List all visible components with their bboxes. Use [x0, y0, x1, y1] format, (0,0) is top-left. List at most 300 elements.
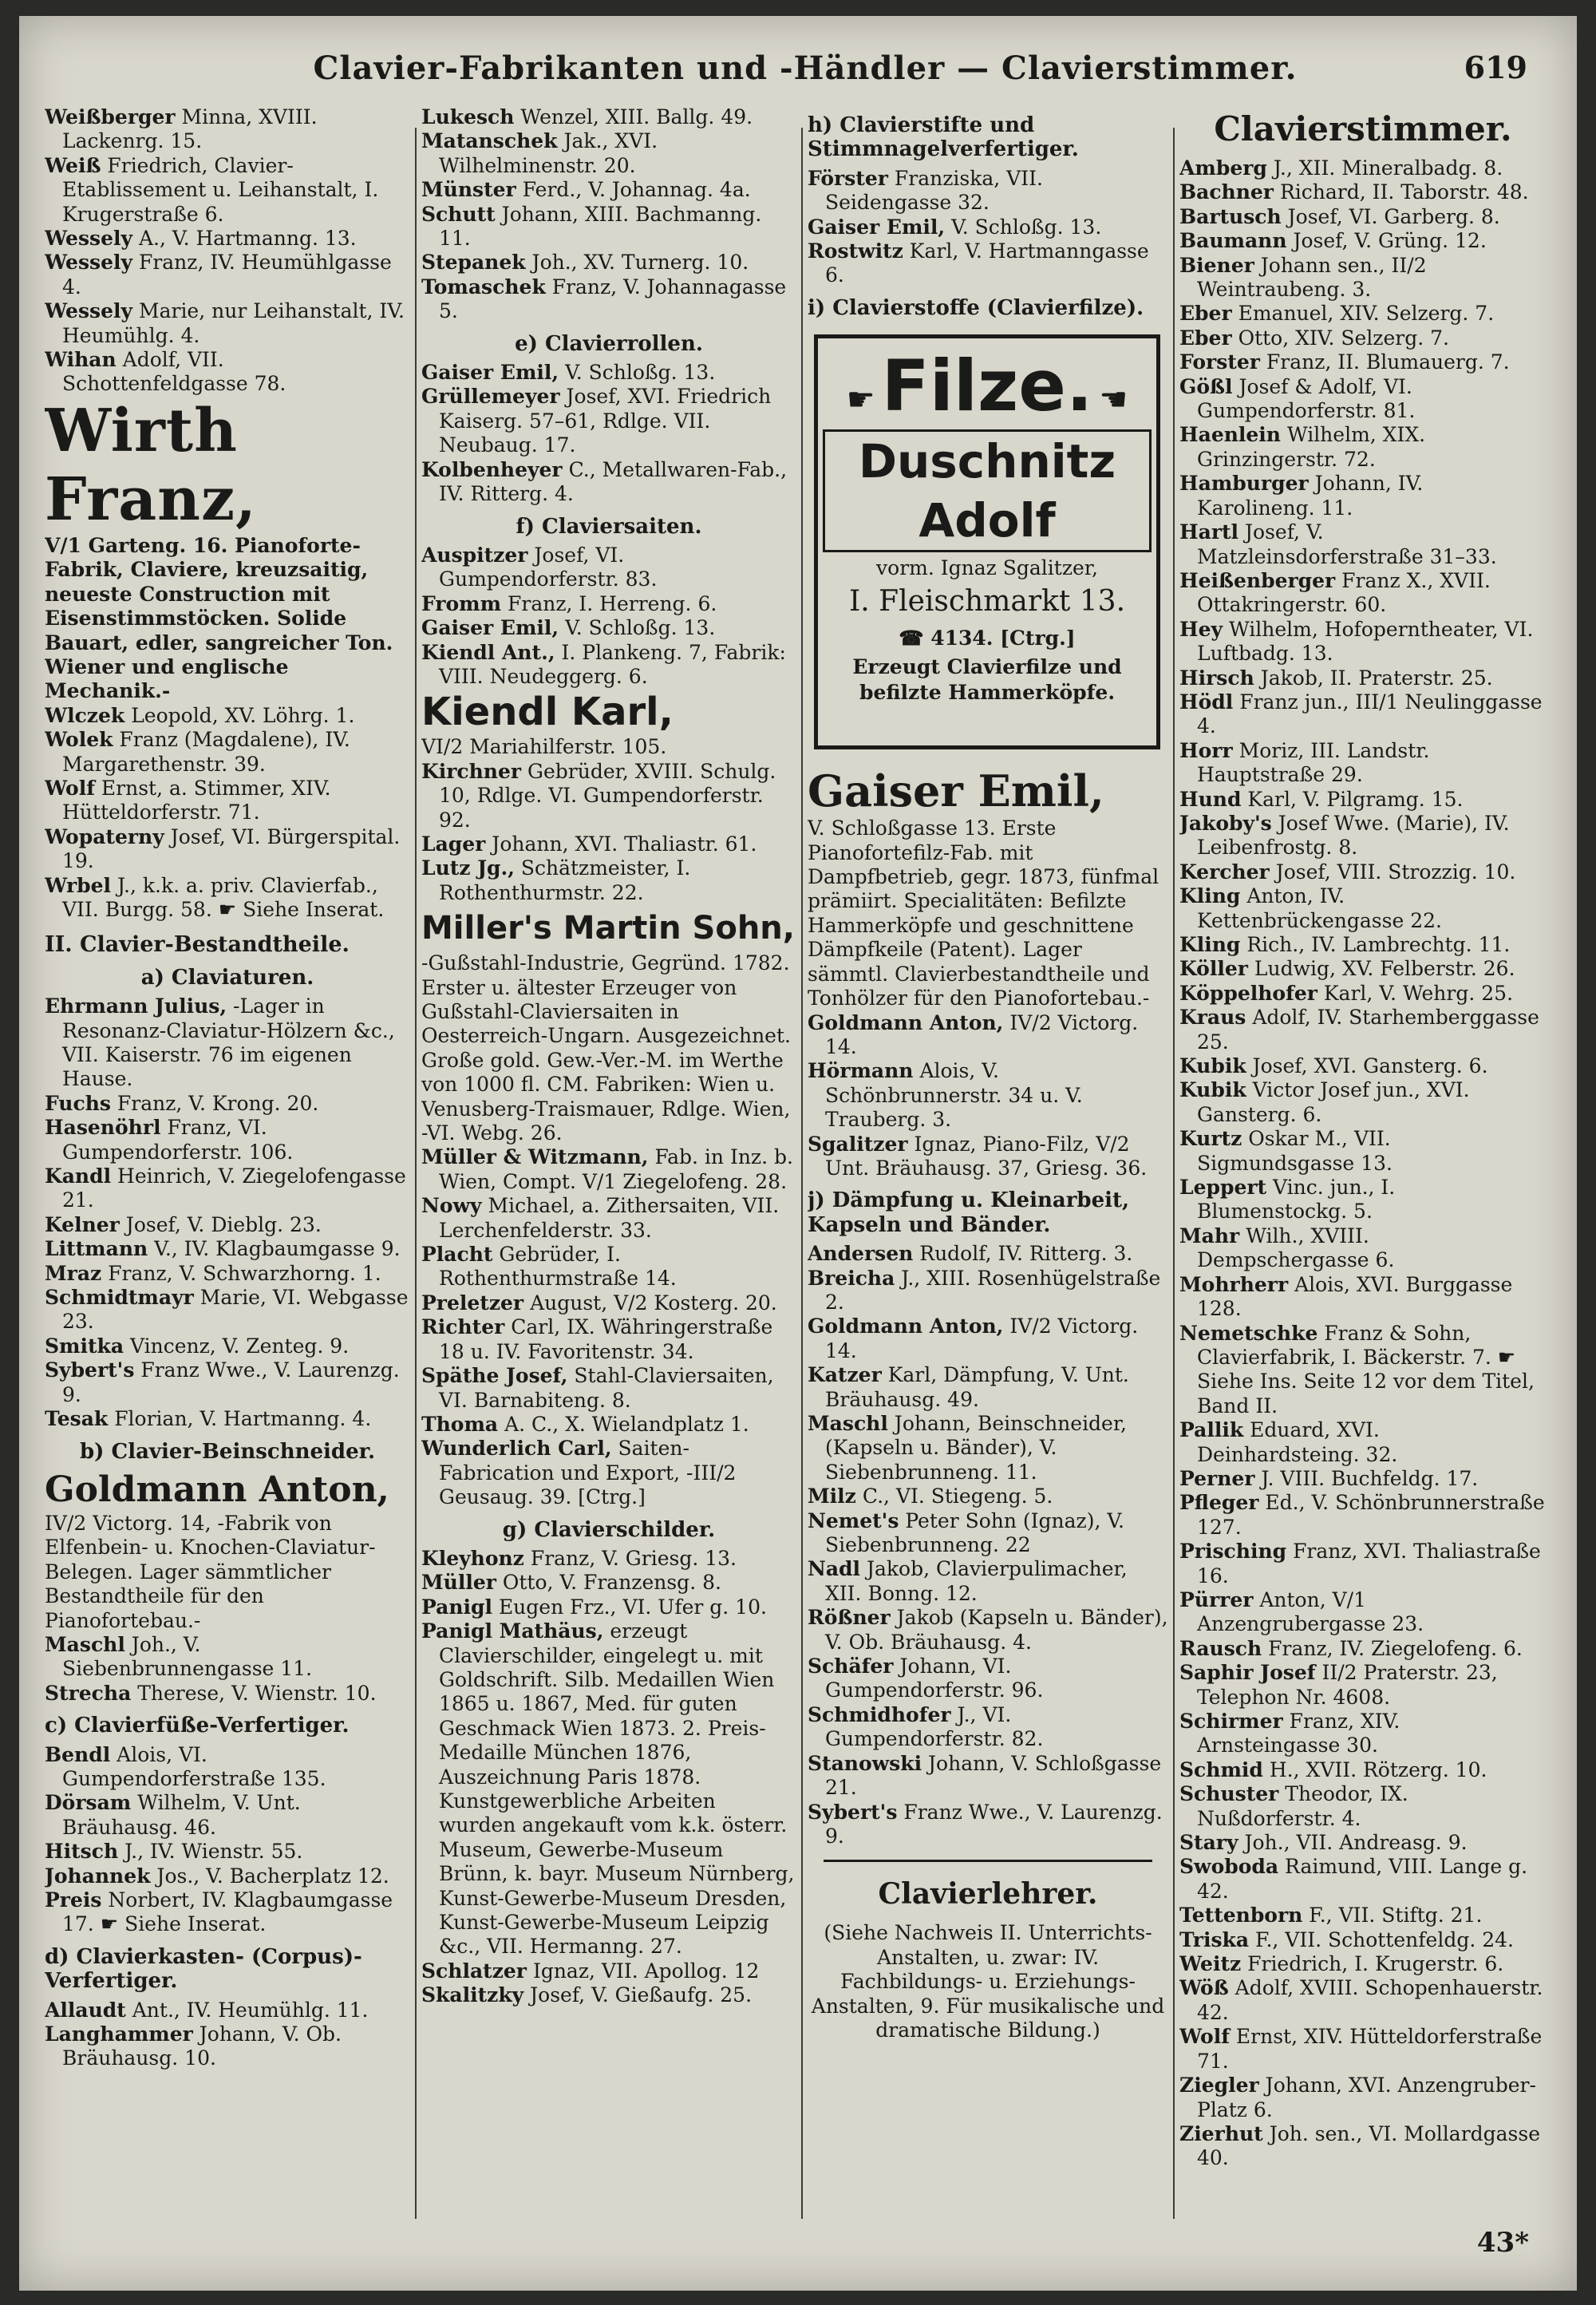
subsection-heading: i) Clavierstoffe (Clavierfilze). [808, 295, 1144, 320]
entry-details: Norbert, IV. Klagbaumgasse 17. ☛ Siehe Inserat. [62, 1888, 393, 1936]
entry-details: Michael, a. Zithersaiten, VII. Lerchenfelderstr. 33. [439, 1194, 780, 1242]
entry-details: Gebrüder, I. Rothenthurmstraße 14. [439, 1243, 677, 1291]
entry-details: Marie, nur Leihanstalt, IV. Heumühlg. 4. [62, 299, 405, 347]
entry-details: Stahl-Claviersaiten, VI. Barnabiteng. 8. [439, 1364, 774, 1412]
directory-entry [1179, 1127, 1547, 1176]
entry-list [808, 1242, 1168, 1848]
entry-details: Adolf, VII. Schottenfeldgasse 78. [62, 348, 286, 396]
entry-name: Wolek [45, 728, 113, 752]
entry-name: Pfleger [1179, 1491, 1259, 1515]
advertiser-text: V/1 Garteng. 16. Pianoforte-Fabrik, Claviere, kreuzsaitig, neueste Construction mit Eisenstimmstöcken. Solide Bauart, edler, sangreicher Ton. Wiener und englische Mechanik.- [45, 533, 393, 703]
directory-entry [421, 592, 796, 616]
entry-name: Sgalitzer [808, 1132, 908, 1156]
column-rule [801, 128, 803, 2219]
directory-entry [421, 203, 796, 251]
entry-details: Gebrüder, XVIII. Schulg. 10, Rdlge. VI. Gumpendorferstr. 92. [439, 759, 776, 832]
entry-name: Sybert's [808, 1800, 898, 1824]
entry-name: Tettenborn [1179, 1904, 1303, 1927]
directory-entry [808, 1752, 1168, 1801]
directory-entry [1179, 1418, 1547, 1467]
entry-name: Münster [421, 178, 516, 202]
entry-details: Wilhelm, XIX. Grinzingerstr. 72. [1197, 423, 1426, 471]
entry-name: Placht [421, 1243, 493, 1267]
entry-name: Hitsch [45, 1840, 119, 1864]
entry-name: Fuchs [45, 1091, 111, 1115]
directory-entry [45, 1682, 410, 1706]
entry-name: Ziegler [1179, 2074, 1259, 2097]
entry-details: Ant., IV. Heumühlg. 11. [132, 1998, 369, 2022]
subsection-heading: g) Clavierschilder. [502, 1517, 716, 1542]
directory-entry [1179, 1928, 1547, 1952]
directory-entry [808, 1315, 1168, 1363]
ad-formerly: vorm. Ignaz Sgalitzer, [876, 556, 1098, 580]
directory-entry [1179, 1758, 1547, 1782]
entry-name: Kandl [45, 1164, 112, 1188]
entry-details: F., VII. Schottenfeldg. 24. [1255, 1927, 1514, 1951]
entry-list [421, 361, 796, 506]
entry-name: Ehrmann Julius, [45, 994, 227, 1018]
directory-entry [421, 1571, 796, 1595]
directory-entry [808, 239, 1168, 288]
entry-name: Biener [1179, 253, 1254, 277]
entry-name: Köller [1179, 957, 1248, 981]
subsection-heading: j) Dämpfung u. Kleinarbeit, Kapseln und Bänder. [808, 1188, 1130, 1237]
entry-name: Späthe Josef, [421, 1364, 568, 1388]
entry-details: V., IV. Klagbaumgasse 9. [154, 1237, 401, 1261]
entry-details: Ernst, a. Stimmer, XIV. Hütteldorferstr. 71. [62, 776, 331, 824]
entry-details: Ed., V. Schönbrunnerstraße 127. [1197, 1491, 1545, 1539]
directory-entry [45, 1286, 410, 1334]
entry-name: Breicha [808, 1266, 895, 1290]
entry-name: Gaiser Emil, [421, 616, 559, 640]
directory-entry [1179, 520, 1547, 569]
directory-entry [45, 1262, 410, 1286]
entry-details: V. Schloßg. 13. [565, 616, 716, 640]
entry-details: Josef, VI. Bürgerspital. 19. [62, 824, 401, 873]
entry-details: Ernst, XIV. Hütteldorferstraße 71. [1197, 2025, 1543, 2073]
directory-entry [1179, 205, 1547, 229]
directory-entry [808, 1267, 1168, 1315]
entry-details: Heinrich, V. Ziegelofengasse 21. [62, 1164, 406, 1212]
entry-name: Triska [1179, 1927, 1250, 1951]
entry-name: Weißberger [45, 105, 176, 128]
directory-entry [45, 1213, 410, 1237]
entry-name: Baumann [1179, 229, 1287, 253]
entry-details: Franz, IV. Heumühlgasse 4. [62, 251, 392, 299]
entry-list [45, 704, 410, 923]
entry-details: Josef, VIII. Strozzig. 10. [1275, 860, 1516, 884]
directory-entry [45, 299, 410, 348]
kiendl-ad [421, 689, 796, 759]
directory-entry [1179, 618, 1547, 666]
advertiser-name: Gaiser Emil, [808, 765, 1104, 817]
directory-entry [1179, 1588, 1547, 1637]
directory-entry [421, 1619, 796, 1959]
entry-name: Sybert's [45, 1358, 135, 1382]
directory-entry [1179, 1540, 1547, 1588]
entry-name: Johannek [45, 1864, 151, 1888]
directory-entry [1179, 1782, 1547, 1831]
entry-name: Perner [1179, 1466, 1255, 1490]
entry-details: Wenzel, XIII. Ballg. 49. [520, 105, 753, 128]
directory-entry [45, 1864, 410, 1888]
directory-entry [45, 1407, 410, 1431]
cross-reference-note: (Siehe Nachweis II. Unterrichts-Anstalten, u. zwar: IV. Fachbildungs- u. Erziehungs-Anstalten, 9. Für musikalische und dramatische Bildung.) [811, 1921, 1165, 2042]
entry-name: Kubik [1179, 1054, 1246, 1078]
entry-name: Nemetschke [1179, 1321, 1318, 1345]
subsection-heading: e) Clavierrollen. [515, 331, 703, 356]
entry-details: Victor Josef jun., XVI. Gansterg. 6. [1197, 1078, 1470, 1126]
entry-details: Franz (Magdalene), IV. Margarethenstr. 39. [62, 728, 350, 776]
entry-details: Franziska, VII. Seidengasse 32. [825, 166, 1043, 215]
directory-entry [1179, 1952, 1547, 1976]
entry-details: Otto, XIV. Selzerg. 7. [1238, 326, 1449, 350]
entry-details: H., XVII. Rötzerg. 10. [1269, 1757, 1487, 1781]
entry-list [421, 1145, 796, 1509]
entry-name: Stepanek [421, 251, 526, 275]
directory-entry [1179, 1710, 1547, 1758]
column-1 [45, 105, 410, 2212]
entry-details: Franz Wwe., V. Laurenzg. 9. [62, 1358, 400, 1406]
entry-details: Rich., IV. Lambrechtg. 11. [1246, 933, 1511, 956]
entry-name: Schutt [421, 202, 496, 226]
entry-name: Wrbel [45, 873, 112, 897]
entry-details: Florian, V. Hartmanng. 4. [114, 1407, 372, 1431]
entry-details: Josef, XVI. Friedrich Kaiserg. 57–61, Rdlge. VII. Neubaug. 17. [439, 385, 772, 457]
entry-name: Schmid [1179, 1757, 1263, 1781]
entry-name: Wopaterny [45, 824, 164, 848]
entry-details: Adolf, IV. Starhemberggasse 25. [1197, 1006, 1539, 1054]
directory-entry [808, 1606, 1168, 1655]
entry-name: Matanschek [421, 129, 558, 153]
entry-details: F., VII. Stiftg. 21. [1309, 1904, 1483, 1927]
entry-details: Franz, I. Herreng. 6. [508, 591, 717, 615]
subsection-heading: b) Clavier-Beinschneider. [79, 1439, 376, 1464]
directory-entry [45, 1633, 410, 1682]
subsection-heading: a) Claviaturen. [140, 965, 314, 990]
entry-details: Marie, VI. Webgasse 23. [62, 1286, 409, 1334]
entry-details: Jak., XVI. Wilhelminenstr. 20. [439, 129, 658, 177]
entry-details: Carl, IX. Währingerstraße 18 u. IV. Favoritenstr. 34. [439, 1315, 773, 1363]
entry-details: Raimund, VIII. Lange g. 42. [1197, 1855, 1528, 1903]
entry-name: Eber [1179, 326, 1232, 350]
signature-mark: 43* [1476, 2227, 1529, 2259]
directory-entry [808, 1557, 1168, 1606]
directory-entry [421, 1243, 796, 1291]
entry-name: Bartusch [1179, 204, 1282, 228]
entry-details: Franz, VI. Gumpendorferstr. 106. [62, 1116, 294, 1164]
entry-name: Prisching [1179, 1540, 1287, 1564]
directory-entry [45, 154, 410, 227]
entry-name: Forster [1179, 350, 1260, 374]
column-rule [1173, 128, 1175, 2219]
entry-details: Alois, XVI. Burggasse 128. [1197, 1272, 1513, 1321]
entry-name: Pürrer [1179, 1587, 1254, 1611]
entry-name: Lutz Jg., [421, 856, 515, 880]
entry-details: Vincenz, V. Zenteg. 9. [130, 1334, 350, 1358]
advertiser-text: -Gußstahl-Industrie, Gegründ. 1782. Erster u. ältester Erzeuger von Gußstahl-Claviersaiten in Oesterreich-Ungarn. Ausgezeichnet. Große gold. Gew.-Ver.-M. im Werthe von 1000 fl. CM. Fabriken: Wien u. Venusberg-Traismauer, Rdlge. Wien, -VI. Webg. 26. [421, 951, 791, 1145]
entry-details: Franz, XIV. Arnsteingasse 30. [1197, 1710, 1400, 1757]
directory-entry [421, 385, 796, 457]
entry-details: Eugen Frz., VI. Ufer g. 10. [498, 1595, 767, 1619]
entry-details: Jakob, II. Praterstr. 25. [1260, 666, 1493, 690]
entry-details: -Lager in Resonanz-Claviatur-Hölzern &c., VII. Kaiserstr. 76 im eigenen Hause. [62, 994, 395, 1091]
directory-entry [808, 1133, 1168, 1181]
ad-address: I. Fleischmarkt 13. [848, 585, 1126, 619]
entry-name: Wessely [45, 251, 133, 275]
directory-entry [421, 458, 796, 507]
entry-details: Josef, V. Gießaufg. 25. [530, 1983, 753, 2007]
entry-name: Andersen [808, 1242, 914, 1266]
directory-entry [1179, 229, 1547, 253]
entry-name: Mraz [45, 1261, 102, 1285]
directory-entry [421, 856, 796, 905]
entry-name: Hirsch [1179, 666, 1254, 690]
entry-details: Johann, IV. Karolineng. 11. [1197, 472, 1424, 520]
entry-details: Saiten-Fabrication und Export, -III/2 Geusaug. 39. [Ctrg.] [439, 1437, 737, 1509]
entry-name: Wöß [1179, 1976, 1229, 2000]
entry-name: Tomaschek [421, 275, 546, 299]
entry-name: Kleyhonz [421, 1546, 524, 1570]
section-heading: II. Clavier-Bestandtheile. [45, 932, 350, 958]
directory-entry [45, 1116, 410, 1164]
entry-details: Josef, V. Grüng. 12. [1293, 229, 1487, 253]
directory-entry [421, 275, 796, 324]
entry-details: Adolf, XVIII. Schopenhauerstr. 42. [1197, 1976, 1543, 2024]
entry-name: Eber [1179, 302, 1232, 326]
column-4 [1179, 105, 1547, 2212]
entry-details: Franz jun., III/1 Neulinggasse 4. [1197, 690, 1543, 738]
directory-entry [45, 251, 410, 299]
entry-name: Panigl [421, 1595, 492, 1619]
column-3 [808, 105, 1168, 2212]
entry-details: Josef, VI. Garberg. 8. [1287, 204, 1500, 228]
entry-details: Wilhelm, V. Unt. Bräuhausg. 46. [62, 1791, 301, 1839]
directory-entry [421, 832, 796, 856]
directory-entry [1179, 254, 1547, 302]
directory-entry [45, 704, 410, 728]
gaiser-ad [808, 765, 1168, 1010]
entry-details: Wilh., XVIII. Dempschergasse 6. [1197, 1224, 1395, 1272]
entry-name: Strecha [45, 1681, 132, 1705]
entry-details: J., VI. Gumpendorferstr. 82. [825, 1702, 1044, 1751]
entry-details: Friedrich, Clavier-Etablissement u. Leihanstalt, I. Krugerstraße 6. [62, 153, 379, 226]
entry-name: Goldmann Anton, [808, 1010, 1004, 1034]
directory-entry [421, 1194, 796, 1243]
entry-details: Anton, V/1 Anzengrubergasse 23. [1197, 1587, 1424, 1636]
entry-details: Johann, XIII. Bachmanng. 11. [439, 202, 762, 251]
directory-entry [1179, 1661, 1547, 1710]
entry-name: Thoma [421, 1412, 499, 1436]
entry-name: Schäfer [808, 1655, 894, 1678]
entry-name: Rößner [808, 1606, 891, 1630]
ad-phone: ☎ 4134. [Ctrg.] [899, 627, 1076, 650]
advertiser-name: Wirth Franz, [45, 396, 257, 534]
directory-entry [421, 361, 796, 385]
directory-entry [421, 1959, 796, 1983]
entry-name: Swoboda [1179, 1855, 1279, 1879]
entry-name: Hund [1179, 787, 1242, 811]
directory-entry [1179, 1224, 1547, 1273]
section-heading: Clavierstimmer. [1214, 109, 1512, 148]
entry-details: Joh., VII. Andreasg. 9. [1244, 1831, 1468, 1855]
directory-entry [1179, 666, 1547, 690]
directory-entry [1179, 1078, 1547, 1127]
entry-name: Kolbenheyer [421, 457, 563, 481]
ad-firm-name: Duschnitz Adolf [823, 429, 1152, 552]
directory-entry [1179, 375, 1547, 424]
entry-name: Nadl [808, 1557, 861, 1581]
entry-list [421, 760, 796, 905]
entry-name: Preletzer [421, 1291, 524, 1315]
entry-details: Karl, V. Pilgramg. 15. [1247, 787, 1464, 811]
directory-entry [808, 215, 1168, 239]
directory-entry [421, 616, 796, 640]
entry-name: Wolf [1179, 2025, 1230, 2049]
directory-entry [1179, 2074, 1547, 2122]
entry-name: Fromm [421, 591, 502, 615]
directory-entry [1179, 302, 1547, 326]
entry-list [45, 105, 410, 397]
entry-name: Grüllemeyer [421, 385, 560, 409]
entry-name: Weitz [1179, 1952, 1242, 1976]
entry-details: August, V/2 Kosterg. 20. [530, 1291, 777, 1315]
entry-details: A. C., X. Wielandplatz 1. [504, 1412, 749, 1436]
entry-list [45, 1633, 410, 1706]
pointing-hand-icon: ☚ [1099, 382, 1128, 419]
goldmann-ad [45, 1469, 410, 1633]
column-2 [421, 105, 796, 2212]
entry-details: V. Schloßg. 13. [565, 361, 716, 385]
entry-name: Amberg [1179, 156, 1267, 180]
entry-details: Franz, V. Griesg. 13. [530, 1546, 737, 1570]
entry-name: Schuster [1179, 1782, 1279, 1806]
entry-name: Köppelhofer [1179, 981, 1317, 1005]
entry-details: Ignaz, Piano-Filz, V/2 Unt. Bräuhausg. 37, Griesg. 36. [825, 1132, 1148, 1180]
directory-entry [1179, 156, 1547, 180]
entry-details: J. VIII. Buchfeldg. 17. [1261, 1466, 1479, 1490]
directory-entry [808, 1655, 1168, 1703]
directory-entry [421, 1413, 796, 1437]
entry-details: J., IV. Wienstr. 55. [124, 1840, 303, 1864]
entry-details: C., VI. Stiegeng. 5. [862, 1485, 1053, 1508]
directory-entry [45, 1358, 410, 1407]
entry-name: Kubik [1179, 1078, 1246, 1102]
entry-details: Peter Sohn (Ignaz), V. Siebenbrunneng. 22 [825, 1508, 1125, 1557]
entry-name: Förster [808, 166, 888, 190]
entry-name: Heißenberger [1179, 568, 1336, 592]
entry-details: Franz & Sohn, Clavierfabrik, I. Bäckerstr. 7. ☛ Siehe Ins. Seite 12 vor dem Titel, Band II. [1197, 1321, 1535, 1417]
directory-entry [421, 1983, 796, 2007]
directory-entry [45, 1840, 410, 1864]
entry-details: Johann, V. Ob. Bräuhausg. 10. [62, 2022, 342, 2070]
directory-entry [1179, 1831, 1547, 1855]
entry-name: Kiendl Ant., [421, 640, 555, 664]
entry-details: Emanuel, XIV. Selzerg. 7. [1238, 302, 1495, 326]
directory-entry [808, 1242, 1168, 1266]
entry-details: A., V. Hartmanng. 13. [138, 227, 357, 251]
ad-headline: Filze. [881, 345, 1093, 428]
entry-details: Franz X., XVII. Ottakringerstr. 60. [1197, 568, 1491, 617]
entry-name: Gaiser Emil, [421, 361, 559, 385]
entry-details: IV/2 Victorg. 14. [825, 1010, 1139, 1058]
entry-name: Hörmann [808, 1059, 914, 1083]
entry-name: Müller & Witzmann, [421, 1145, 649, 1169]
entry-name: Smitka [45, 1334, 124, 1358]
directory-entry [1179, 1176, 1547, 1224]
ad-slogan: Erzeugt Clavierfilze und befilzte Hammerköpfe. [852, 655, 1122, 705]
entry-details: Alois, V. Schönbrunnerstr. 34 u. V. Trauberg. 3. [825, 1059, 1083, 1132]
entry-name: Milz [808, 1485, 856, 1508]
entry-name: Panigl Mathäus, [421, 1619, 604, 1643]
entry-details: Karl, V. Wehrg. 25. [1323, 981, 1514, 1005]
entry-name: Haenlein [1179, 423, 1281, 447]
entry-name: Auspitzer [421, 543, 528, 567]
directory-entry [45, 825, 410, 874]
directory-entry [1179, 2122, 1547, 2171]
directory-entry [45, 1237, 410, 1261]
entry-details: J., XII. Mineralbadg. 8. [1273, 156, 1503, 180]
subsection-heading: c) Clavierfüße-Verfertiger. [45, 1714, 350, 1738]
entry-details: Franz, XVI. Thaliastraße 16. [1197, 1540, 1541, 1587]
entry-name: Bendl [45, 1742, 111, 1766]
directory-entry [1179, 1904, 1547, 1927]
entry-details: Franz, V. Krong. 20. [117, 1091, 319, 1115]
directory-entry [1179, 788, 1547, 812]
entry-name: Maschl [45, 1632, 125, 1656]
entry-name: Allaudt [45, 1998, 126, 2022]
entry-list [808, 1011, 1168, 1181]
entry-name: Dörsam [45, 1791, 132, 1815]
entry-name: Schirmer [1179, 1710, 1283, 1733]
entry-name: Wunderlich Carl, [421, 1437, 612, 1461]
entry-name: Hödl [1179, 690, 1234, 714]
entry-details: Karl, Dämpfung, V. Unt. Bräuhausg. 49. [825, 1363, 1129, 1411]
entry-details: Josef, XVI. Gansterg. 6. [1252, 1054, 1488, 1078]
advertiser-text: IV/2 Victorg. 14, -Fabrik von Elfenbein- u. Knochen-Claviatur-Belegen. Lager sämmtlicher Bestandtheile für den Pianofortebau.- [45, 1511, 376, 1632]
entry-details: Johann, Beinschneider, (Kapseln u. Bänder), V. Siebenbrunneng. 11. [825, 1412, 1128, 1484]
directory-entry [421, 1547, 796, 1571]
entry-details: Minna, XVIII. Lackenrg. 15. [62, 105, 318, 153]
entry-name: Kling [1179, 884, 1241, 908]
directory-entry [1179, 1467, 1547, 1491]
entry-name: Maschl [808, 1412, 888, 1435]
entry-list [45, 1743, 410, 1937]
entry-name: Weiß [45, 153, 101, 177]
entry-details: Franz, IV. Ziegelofeng. 6. [1268, 1636, 1523, 1660]
directory-entry [1179, 1976, 1547, 2025]
entry-name: Wlczek [45, 703, 125, 727]
directory-entry [1179, 1855, 1547, 1904]
entry-name: Bachner [1179, 180, 1274, 204]
entry-details: Franz Wwe., V. Laurenzg. 9. [825, 1800, 1163, 1848]
directory-entry [1179, 180, 1547, 204]
directory-entry [421, 1145, 796, 1194]
entry-name: Katzer [808, 1363, 882, 1387]
entry-name: Stary [1179, 1831, 1238, 1855]
entry-name: Kercher [1179, 860, 1270, 884]
entry-list [808, 167, 1168, 288]
entry-details: Friedrich, I. Krugerstr. 6. [1247, 1952, 1504, 1976]
directory-entry [808, 1363, 1168, 1412]
entry-name: Lager [421, 832, 486, 856]
entry-name: Nowy [421, 1194, 482, 1218]
entry-name: Lukesch [421, 105, 515, 128]
entry-name: Gaiser Emil, [808, 215, 946, 239]
entry-name: Richter [421, 1315, 505, 1339]
entry-details: Wilhelm, Hofoperntheater, VI. Luftbadg. 13. [1197, 617, 1534, 666]
entry-list [45, 1999, 410, 2071]
